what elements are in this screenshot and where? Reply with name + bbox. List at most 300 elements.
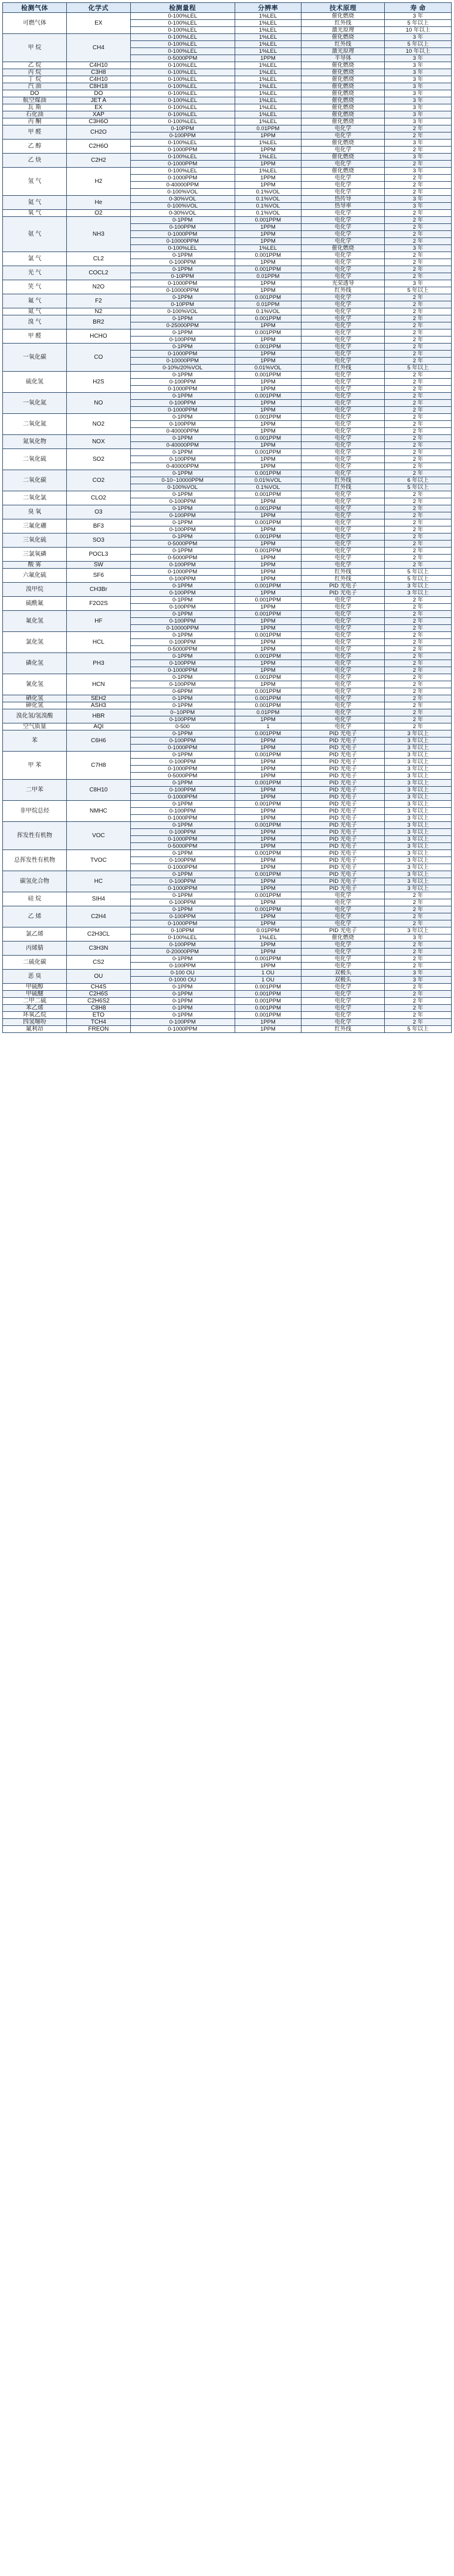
cell-formula: XAP [66, 111, 130, 118]
cell-resolution: 0.1%VOL [235, 203, 301, 210]
cell-technology: 电化学 [301, 498, 385, 505]
cell-range: 0-100PPM [130, 942, 235, 949]
cell-technology: 电化学 [301, 653, 385, 660]
cell-technology: 电化学 [301, 372, 385, 379]
cell-resolution: 0.001PPM [235, 583, 301, 590]
cell-technology: PID 光电子 [301, 878, 385, 885]
cell-technology: PID 光电子 [301, 773, 385, 780]
cell-range: 0-40000PPM [130, 463, 235, 470]
cell-lifetime: 3 年 [385, 97, 452, 104]
cell-technology: 激光原理 [301, 48, 385, 55]
cell-range: 0-10PPM [130, 927, 235, 934]
cell-technology: 电化学 [301, 351, 385, 358]
table-row [3, 822, 452, 829]
cell-resolution: 0.01PPM [235, 709, 301, 716]
cell-resolution: 1PPM [235, 175, 301, 182]
cell-resolution: 1PPM [235, 182, 301, 189]
table-row [3, 984, 452, 991]
cell-resolution: 0.001PPM [235, 730, 301, 738]
cell-lifetime: 3 年以上 [385, 878, 452, 885]
cell-range: 0-100PPM [130, 913, 235, 920]
cell-gas-name: 二硫化碳 [3, 956, 67, 970]
cell-resolution: 1PPM [235, 407, 301, 414]
cell-technology: 红外线 [301, 20, 385, 27]
cell-resolution: 1PPM [235, 738, 301, 745]
cell-lifetime: 2 年 [385, 695, 452, 702]
cell-range: 0-100%LEL [130, 168, 235, 175]
cell-gas-name: 六氟化硫 [3, 569, 67, 583]
cell-gas-name: 二甲二硫 [3, 998, 67, 1005]
cell-formula: ASH3 [66, 702, 130, 709]
table-row [3, 956, 452, 963]
cell-formula: HCN [66, 674, 130, 695]
cell-technology: 电化学 [301, 963, 385, 970]
cell-technology: 电化学 [301, 998, 385, 1005]
cell-resolution: 1PPM [235, 358, 301, 365]
cell-lifetime: 3 年 [385, 55, 452, 62]
cell-lifetime: 2 年 [385, 646, 452, 653]
cell-gas-name: 光 气 [3, 266, 67, 280]
cell-formula: COCL2 [66, 266, 130, 280]
cell-technology: 热传导 [301, 196, 385, 203]
cell-lifetime: 2 年 [385, 182, 452, 189]
cell-range: 0-100%LEL [130, 76, 235, 83]
cell-range: 0-1PPM [130, 414, 235, 421]
col-resolution: 分辨率 [235, 3, 301, 13]
cell-technology: 电化学 [301, 548, 385, 555]
cell-formula: NMHC [66, 801, 130, 822]
cell-range: 0-1PPM [130, 991, 235, 998]
cell-gas-name: 二氧化碳 [3, 470, 67, 491]
cell-range: 0-1PPM [130, 984, 235, 991]
cell-range: 0-1000PPM [130, 231, 235, 238]
cell-resolution: 1PPM [235, 463, 301, 470]
cell-range: 0-10PPM [130, 273, 235, 280]
cell-formula: O2 [66, 210, 130, 217]
cell-resolution: 0.001PPM [235, 217, 301, 224]
cell-resolution: 1PPM [235, 1026, 301, 1033]
table-row [3, 13, 452, 20]
cell-gas-name: 三氧化硫 [3, 533, 67, 548]
cell-range: 0-100PPM [130, 857, 235, 864]
table-row [3, 154, 452, 161]
cell-range: 0-1PPM [130, 519, 235, 526]
cell-technology: 电化学 [301, 984, 385, 991]
cell-technology: 电化学 [301, 344, 385, 351]
cell-range: 0-100PPM [130, 829, 235, 836]
cell-technology: 电化学 [301, 337, 385, 344]
table-row [3, 414, 452, 421]
cell-range: 0-1PPM [130, 702, 235, 709]
cell-lifetime: 2 年 [385, 435, 452, 442]
cell-lifetime: 2 年 [385, 674, 452, 681]
cell-range: 0-1PPM [130, 583, 235, 590]
cell-gas-name: 氟利昂 [3, 1026, 67, 1033]
col-range: 检测量程 [130, 3, 235, 13]
cell-resolution: 0.001PPM [235, 984, 301, 991]
cell-technology: 电化学 [301, 597, 385, 604]
cell-resolution: 1%LEL [235, 934, 301, 942]
cell-resolution: 1PPM [235, 576, 301, 583]
cell-lifetime: 3 年以上 [385, 773, 452, 780]
cell-range: 0-100PPM [130, 759, 235, 766]
cell-lifetime: 3 年 [385, 62, 452, 69]
cell-formula: HBR [66, 709, 130, 723]
cell-lifetime: 3 年以上 [385, 745, 452, 752]
cell-lifetime: 2 年 [385, 956, 452, 963]
cell-technology: PID 光电子 [301, 730, 385, 738]
cell-range: 0-1PPM [130, 533, 235, 541]
table-row [3, 435, 452, 442]
cell-gas-name: 溴化氢/氢溴酸 [3, 709, 67, 723]
cell-formula: C7H8 [66, 752, 130, 780]
cell-technology: PID 光电子 [301, 590, 385, 597]
cell-technology: PID 光电子 [301, 738, 385, 745]
cell-lifetime: 2 年 [385, 716, 452, 723]
cell-resolution: 1PPM [235, 231, 301, 238]
cell-lifetime: 3 年以上 [385, 864, 452, 871]
table-row [3, 730, 452, 738]
cell-formula: HCHO [66, 329, 130, 344]
cell-technology: 电化学 [301, 632, 385, 639]
cell-resolution: 1PPM [235, 864, 301, 871]
cell-lifetime: 2 年 [385, 329, 452, 337]
table-row [3, 780, 452, 787]
cell-technology: 电化学 [301, 562, 385, 569]
cell-formula: OU [66, 970, 130, 984]
cell-resolution: 1%LEL [235, 34, 301, 41]
cell-technology: 电化学 [301, 386, 385, 393]
cell-range: 0-100%LEL [130, 97, 235, 104]
cell-lifetime: 2 年 [385, 252, 452, 259]
cell-technology: 电化学 [301, 688, 385, 695]
cell-technology: PID 光电子 [301, 857, 385, 864]
cell-formula: VOC [66, 822, 130, 850]
cell-range: 0-100PPM [130, 899, 235, 906]
cell-gas-name: 甲硫醚 [3, 991, 67, 998]
cell-technology: 电化学 [301, 224, 385, 231]
cell-range: 0-1PPM [130, 850, 235, 857]
cell-resolution: 1PPM [235, 885, 301, 892]
cell-technology: 电化学 [301, 519, 385, 526]
cell-lifetime: 2 年 [385, 653, 452, 660]
cell-lifetime: 2 年 [385, 344, 452, 351]
cell-technology: 电化学 [301, 505, 385, 512]
cell-formula: EX [66, 13, 130, 34]
cell-range: 0-1000PPM [130, 885, 235, 892]
cell-range: 0-1PPM [130, 449, 235, 456]
cell-formula: C2H6S [66, 991, 130, 998]
cell-formula: CL2 [66, 252, 130, 266]
cell-technology: 电化学 [301, 660, 385, 667]
table-row [3, 210, 452, 217]
cell-technology: 电化学 [301, 266, 385, 273]
cell-lifetime: 2 年 [385, 266, 452, 273]
cell-gas-name: 丙 烷 [3, 69, 67, 76]
cell-range: 0-10000PPM [130, 287, 235, 294]
cell-lifetime: 2 年 [385, 632, 452, 639]
cell-technology: 红外线 [301, 477, 385, 484]
cell-technology: 半导体 [301, 55, 385, 62]
cell-lifetime: 3 年以上 [385, 730, 452, 738]
cell-technology: 红外线 [301, 41, 385, 48]
cell-range: 0-10PPM [130, 125, 235, 132]
cell-gas-name: 甲 醛 [3, 125, 67, 140]
cell-formula: TCH4 [66, 1019, 130, 1026]
cell-range: 0-5000PPM [130, 555, 235, 562]
cell-lifetime: 2 年 [385, 238, 452, 245]
cell-range: 0-1000 OU [130, 977, 235, 984]
cell-range: 0-5000PPM [130, 773, 235, 780]
cell-formula: SIH4 [66, 892, 130, 906]
cell-range: 0-40000PPM [130, 428, 235, 435]
cell-lifetime: 2 年 [385, 147, 452, 154]
cell-resolution: 1PPM [235, 766, 301, 773]
cell-range: 0-100%VOL [130, 484, 235, 491]
table-row [3, 196, 452, 203]
cell-lifetime: 3 年以上 [385, 850, 452, 857]
cell-lifetime: 2 年 [385, 709, 452, 716]
cell-resolution: 0.001PPM [235, 998, 301, 1005]
cell-range: 0-100%LEL [130, 83, 235, 90]
cell-resolution: 0.001PPM [235, 393, 301, 400]
cell-lifetime: 2 年 [385, 688, 452, 695]
cell-technology: 电化学 [301, 1005, 385, 1012]
cell-resolution: 1PPM [235, 843, 301, 850]
cell-range: 0-100%LEL [130, 27, 235, 34]
cell-resolution: 1PPM [235, 681, 301, 688]
cell-range: 0-100PPM [130, 576, 235, 583]
cell-technology: 光荣透导 [301, 280, 385, 287]
cell-technology: 催化燃烧 [301, 168, 385, 175]
cell-resolution: 0.001PPM [235, 505, 301, 512]
cell-resolution: 1PPM [235, 442, 301, 449]
table-row [3, 252, 452, 259]
cell-formula: PH3 [66, 653, 130, 674]
cell-lifetime: 2 年 [385, 294, 452, 301]
cell-resolution: 1PPM [235, 337, 301, 344]
cell-range: 0-100%LEL [130, 48, 235, 55]
cell-range: 0-100%VOL [130, 189, 235, 196]
table-row [3, 83, 452, 90]
cell-resolution: 1PPM [235, 400, 301, 407]
cell-gas-name: 空气质量 [3, 723, 67, 730]
cell-technology: 催化燃烧 [301, 13, 385, 20]
cell-range: 0-1000PPM [130, 407, 235, 414]
cell-technology: PID 光电子 [301, 850, 385, 857]
table-row [3, 280, 452, 287]
cell-technology: PID 光电子 [301, 794, 385, 801]
cell-formula: C4H10 [66, 76, 130, 83]
cell-gas-name: 苯乙烯 [3, 1005, 67, 1012]
cell-resolution: 1%LEL [235, 140, 301, 147]
cell-range: 0-100PPM [130, 639, 235, 646]
cell-range: 0-100PPM [130, 379, 235, 386]
cell-technology: 电化学 [301, 991, 385, 998]
cell-range: 0-100 OU [130, 970, 235, 977]
cell-gas-name: 一氧化氮 [3, 393, 67, 414]
cell-lifetime: 2 年 [385, 175, 452, 182]
cell-range: 0-1000PPM [130, 351, 235, 358]
cell-lifetime: 2 年 [385, 625, 452, 632]
cell-resolution: 1PPM [235, 920, 301, 927]
cell-lifetime: 10 年以上 [385, 48, 452, 55]
cell-resolution: 1PPM [235, 878, 301, 885]
cell-resolution: 0.001PPM [235, 822, 301, 829]
table-row [3, 533, 452, 541]
cell-lifetime: 2 年 [385, 942, 452, 949]
cell-gas-name: 酸 雾 [3, 562, 67, 569]
cell-lifetime: 2 年 [385, 449, 452, 456]
cell-resolution: 1PPM [235, 322, 301, 329]
cell-resolution: 0.01%VOL [235, 365, 301, 372]
table-row [3, 470, 452, 477]
cell-range: 0-1PPM [130, 611, 235, 618]
cell-lifetime: 2 年 [385, 351, 452, 358]
cell-range: 0-100%LEL [130, 140, 235, 147]
cell-range: 0-100%LEL [130, 118, 235, 125]
cell-formula: C8H10 [66, 780, 130, 801]
cell-resolution: 1PPM [235, 625, 301, 632]
cell-formula: N2 [66, 308, 130, 315]
cell-range: 0-1000PPM [130, 386, 235, 393]
cell-range: 0-1PPM [130, 435, 235, 442]
table-row [3, 90, 452, 97]
cell-lifetime: 3 年 [385, 977, 452, 984]
cell-gas-name: 苯 [3, 730, 67, 752]
cell-technology: 电化学 [301, 913, 385, 920]
cell-resolution: 1PPM [235, 604, 301, 611]
cell-gas-name: 二氧化硫 [3, 449, 67, 470]
cell-gas-name: 乙 烷 [3, 62, 67, 69]
cell-formula: O3 [66, 505, 130, 519]
cell-technology: 电化学 [301, 147, 385, 154]
cell-resolution: 0.001PPM [235, 315, 301, 322]
cell-range: 0-100PPM [130, 498, 235, 505]
cell-gas-name: 氮 气 [3, 308, 67, 315]
cell-range: 0-100%VOL [130, 203, 235, 210]
cell-range: 0-10000PPM [130, 625, 235, 632]
cell-range: 0-10000PPM [130, 238, 235, 245]
cell-lifetime: 3 年以上 [385, 857, 452, 864]
cell-gas-name: 硒化氢 [3, 695, 67, 702]
table-row [3, 998, 452, 1005]
cell-range: 0-5000PPM [130, 646, 235, 653]
gas-sensor-spec-sheet [0, 2, 454, 1033]
cell-lifetime: 2 年 [385, 259, 452, 266]
cell-technology: 电化学 [301, 674, 385, 681]
table-row [3, 505, 452, 512]
cell-lifetime: 2 年 [385, 273, 452, 280]
cell-resolution: 1PPM [235, 899, 301, 906]
cell-gas-name: 溴甲烷 [3, 583, 67, 597]
table-row [3, 702, 452, 709]
cell-range: 0-100PPM [130, 660, 235, 667]
cell-lifetime: 2 年 [385, 491, 452, 498]
cell-lifetime: 2 年 [385, 337, 452, 344]
cell-technology: 电化学 [301, 259, 385, 266]
cell-technology: PID 光电子 [301, 759, 385, 766]
cell-range: 0-100%LEL [130, 245, 235, 252]
cell-range: 0-25000PPM [130, 322, 235, 329]
cell-lifetime: 2 年 [385, 949, 452, 956]
cell-resolution: 1%LEL [235, 154, 301, 161]
cell-technology: 电化学 [301, 358, 385, 365]
cell-technology: 催化燃烧 [301, 90, 385, 97]
cell-range: 0-1000PPM [130, 147, 235, 154]
cell-resolution: 0.001PPM [235, 435, 301, 442]
cell-resolution: 1PPM [235, 618, 301, 625]
cell-technology: 催化燃烧 [301, 69, 385, 76]
cell-technology: 电化学 [301, 273, 385, 280]
cell-technology: 电化学 [301, 456, 385, 463]
cell-range: 0-1PPM [130, 998, 235, 1005]
cell-gas-name: DO [3, 90, 67, 97]
cell-formula: CO [66, 344, 130, 372]
cell-lifetime: 5 年以上 [385, 20, 452, 27]
cell-resolution: 0.001PPM [235, 1012, 301, 1019]
cell-technology: 电化学 [301, 182, 385, 189]
cell-gas-name: 丙 酮 [3, 118, 67, 125]
cell-technology: 催化燃烧 [301, 97, 385, 104]
cell-lifetime: 3 年 [385, 111, 452, 118]
cell-gas-name: 氨 气 [3, 217, 67, 252]
cell-lifetime: 2 年 [385, 393, 452, 400]
cell-range: 0-1000PPM [130, 920, 235, 927]
cell-resolution: 0.001PPM [235, 1005, 301, 1012]
cell-lifetime: 2 年 [385, 519, 452, 526]
table-row [3, 927, 452, 934]
cell-gas-name: 氢 气 [3, 168, 67, 196]
cell-range: 0-1000PPM [130, 667, 235, 674]
cell-resolution: 1PPM [235, 829, 301, 836]
cell-range: 0-1PPM [130, 730, 235, 738]
cell-resolution: 1%LEL [235, 41, 301, 48]
cell-technology: 电化学 [301, 723, 385, 730]
table-row [3, 801, 452, 808]
cell-range: 0-100%VOL [130, 308, 235, 315]
col-gas-name: 检测气体 [3, 3, 67, 13]
table-row [3, 850, 452, 857]
cell-lifetime: 5 年以上 [385, 287, 452, 294]
cell-range: 0-6PPM [130, 688, 235, 695]
cell-resolution: 0.1%VOL [235, 308, 301, 315]
cell-resolution: 1PPM [235, 759, 301, 766]
cell-technology: PID 光电子 [301, 927, 385, 934]
cell-formula: BR2 [66, 315, 130, 329]
cell-lifetime: 2 年 [385, 892, 452, 899]
cell-formula: CO2 [66, 470, 130, 491]
cell-gas-name: 瓦 斯 [3, 104, 67, 111]
cell-lifetime: 2 年 [385, 315, 452, 322]
cell-formula: N2O [66, 280, 130, 294]
table-row [3, 393, 452, 400]
cell-resolution: 1PPM [235, 942, 301, 949]
table-row [3, 695, 452, 702]
cell-resolution: 1%LEL [235, 20, 301, 27]
cell-resolution: 0.01PPM [235, 927, 301, 934]
cell-technology: 电化学 [301, 238, 385, 245]
cell-resolution: 0.001PPM [235, 688, 301, 695]
cell-gas-name: 氮氧化物 [3, 435, 67, 449]
cell-technology: 电化学 [301, 175, 385, 182]
cell-lifetime: 3 年以上 [385, 843, 452, 850]
cell-range: 0-30%VOL [130, 210, 235, 217]
table-row [3, 1019, 452, 1026]
cell-range: 0-1PPM [130, 344, 235, 351]
cell-gas-name: 乙 醇 [3, 140, 67, 154]
cell-range: 0-100PPM [130, 604, 235, 611]
